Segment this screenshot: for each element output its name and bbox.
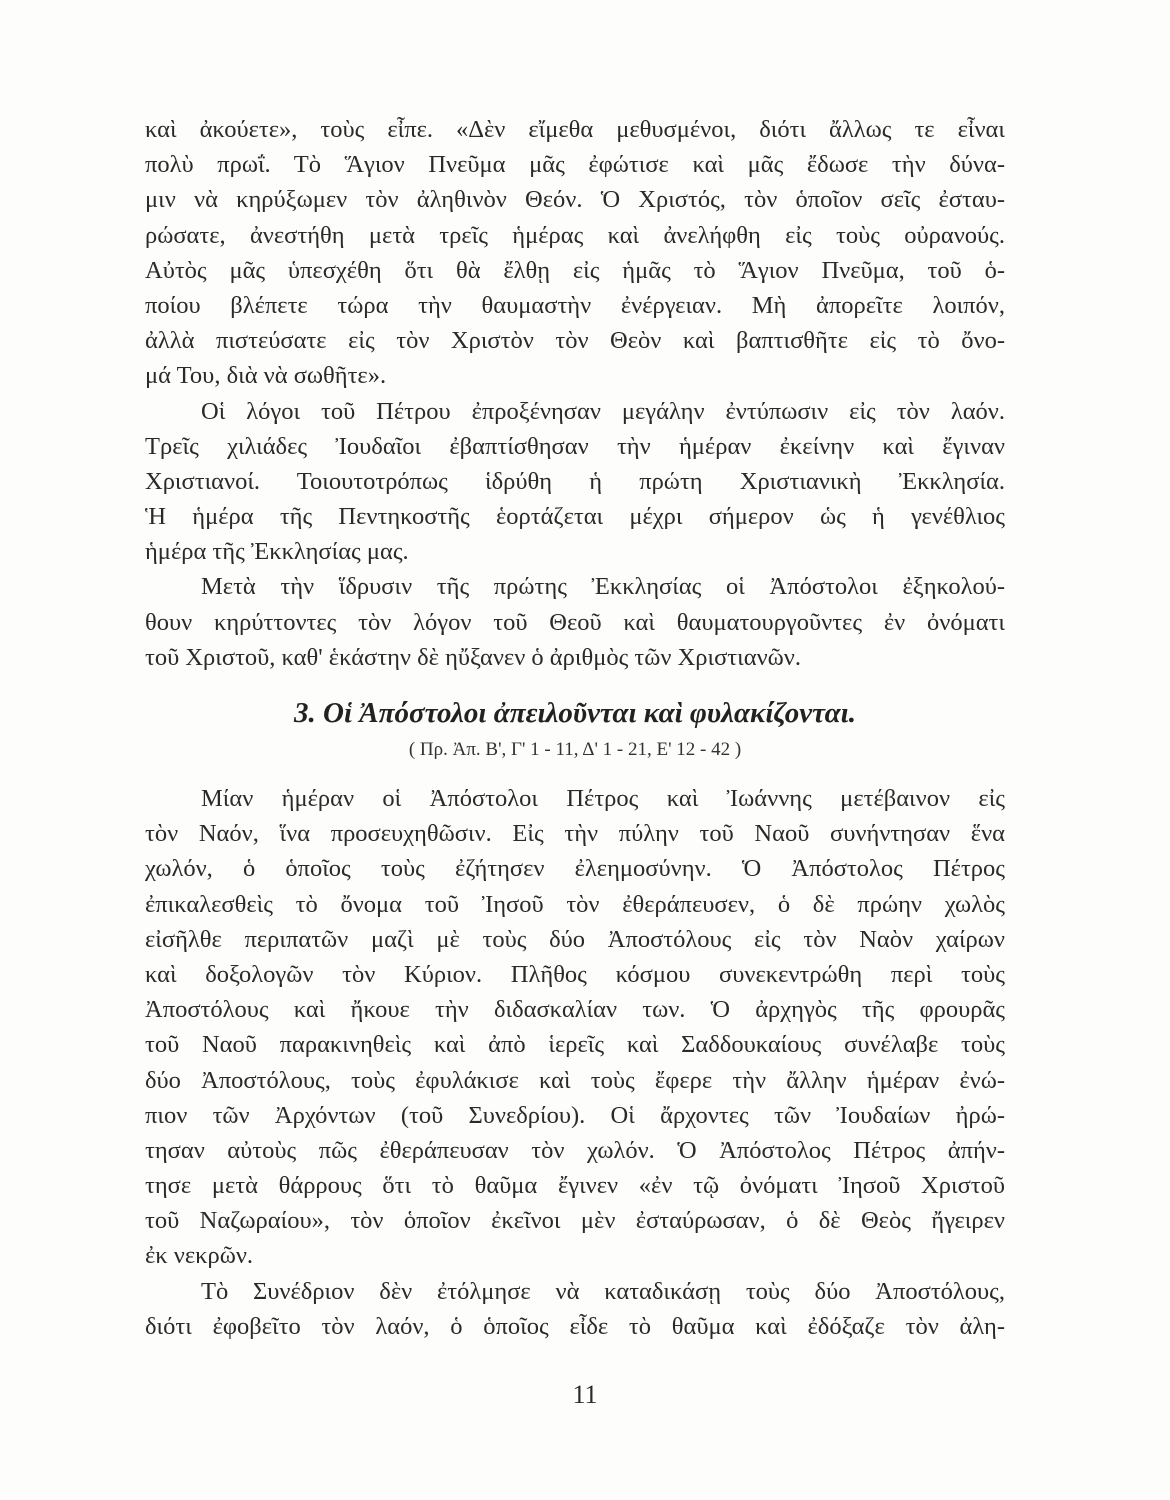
text-line: ρώσατε, ἀνεστήθη μετὰ τρεῖς ἡμέρας καὶ ἀνελήφθη εἰς τοὺς οὐρανούς.: [145, 221, 1005, 249]
paragraph: [145, 112, 1005, 394]
text-line: πιον τῶν Ἀρχόντων (τοῦ Συνεδρίου). Οἱ ἄρχοντες τῶν Ἰουδαίων ἠρώ-: [145, 1101, 1005, 1129]
text-line: μά Του, διὰ νὰ σωθῆτε».: [145, 362, 387, 390]
text-line: τησε μετὰ θάρρους ὅτι τὸ θαῦμα ἔγινεν «ἐν τῷ ὀνόματι Ἰησοῦ Χριστοῦ: [145, 1172, 1005, 1200]
page-number: 11: [572, 1380, 598, 1409]
text-line: Ἡ ἡμέρα τῆς Πεντηκοστῆς ἑορτάζεται μέχρι σήμερον ὡς ἡ γενέθλιος: [145, 503, 1005, 531]
text-line: τησαν αὐτοὺς πῶς ἐθεράπευσαν τὸν χωλόν. Ὁ Ἀπόστολος Πέτρος ἀπήν-: [145, 1136, 1005, 1164]
paragraph: [145, 394, 1005, 570]
text-line: Ἀποστόλους καὶ ἤκουε τὴν διδασκαλίαν των. Ὁ ἀρχηγὸς τῆς φρουρᾶς: [145, 996, 1005, 1024]
text-line: καὶ δοξολογῶν τὸν Κύριον. Πλῆθος κόσμου συνεκεντρώθη περὶ τοὺς: [145, 960, 1005, 988]
text-line: τοῦ Ναοῦ παρακινηθεὶς καὶ ἀπὸ ἱερεῖς καὶ Σαδδουκαίους συνέλαβε τοὺς: [145, 1031, 1005, 1059]
text-line: Μίαν ἡμέραν οἱ Ἀπόστολοι Πέτρος καὶ Ἰωάννης μετέβαινον εἰς: [201, 785, 1005, 812]
text-line: τοῦ Ναζωραίου», τὸν ὁποῖον ἐκεῖνοι μὲν ἐσταύρωσαν, ὁ δὲ Θεὸς ἤγειρεν: [145, 1207, 1005, 1235]
text-line: τὸν Ναόν, ἵνα προσευχηθῶσιν. Εἰς τὴν πύλην τοῦ Ναοῦ συνήντησαν ἕνα: [145, 820, 1005, 848]
paragraph: [145, 569, 1005, 675]
page-body: [145, 112, 1005, 1344]
text-line: θουν κηρύττοντες τὸν λόγον τοῦ Θεοῦ καὶ θαυματουργοῦντες ἐν ὀνόματι: [145, 608, 1005, 636]
text-line: διότι ἐφοβεῖτο τὸν λαόν, ὁ ὁποῖος εἶδε τὸ θαῦμα καὶ ἐδόξαζε τὸν ἀλη-: [145, 1312, 1005, 1340]
text-line: χωλόν, ὁ ὁποῖος τοὺς ἐζήτησεν ἐλεημοσύνην. Ὁ Ἀπόστολος Πέτρος: [145, 855, 1005, 883]
text-line: ἐκ νεκρῶν.: [145, 1242, 254, 1270]
text-line: ἡμέρα τῆς Ἐκκλησίας μας.: [145, 538, 409, 566]
paragraph: [145, 1274, 1005, 1344]
text-line: Χριστιανοί. Τοιουτοτρόπως ἱδρύθη ἡ πρώτη Χριστιανικὴ Ἐκκλησία.: [145, 467, 1005, 495]
text-line: πολὺ πρωΐ. Τὸ Ἅγιον Πνεῦμα μᾶς ἐφώτισε καὶ μᾶς ἔδωσε τὴν δύνα-: [145, 151, 1005, 179]
text-line: ἀλλὰ πιστεύσατε εἰς τὸν Χριστὸν τὸν Θεὸν καὶ βαπτισθῆτε εἰς τὸ ὄνο-: [145, 327, 1005, 355]
text-line: τοῦ Χριστοῦ, καθ' ἑκάστην δὲ ηὔξανεν ὁ ἀριθμὸς τῶν Χριστιανῶν.: [145, 643, 801, 671]
text-line: Μετὰ τὴν ἵδρυσιν τῆς πρώτης Ἐκκλησίας οἱ Ἀπόστολοι ἐξηκολού-: [201, 573, 1005, 601]
text-line: ἐπικαλεσθεὶς τὸ ὄνομα τοῦ Ἰησοῦ τὸν ἐθεράπευσεν, ὁ δὲ πρώην χωλὸς: [145, 890, 1005, 918]
text-line: Τὸ Συνέδριον δὲν ἐτόλμησε νὰ καταδικάσῃ τοὺς δύο Ἀποστόλους,: [201, 1277, 1005, 1305]
text-line: ποίου βλέπετε τώρα τὴν θαυμαστὴν ἐνέργειαν. Μὴ ἀπορεῖτε λοιπόν,: [145, 291, 1005, 319]
text-line: μιν νὰ κηρύξωμεν τὸν ἀληθινὸν Θεόν. Ὁ Χριστός, τὸν ὁποῖον σεῖς ἐσταυ-: [145, 186, 1005, 214]
scripture-reference: ( Πρ. Ἀπ. Β', Γ' 1 - 11, Δ' 1 - 21, Ε' 12 - 42 ): [408, 739, 742, 760]
section-heading: 3. Οἱ Ἀπόστολοι ἀπειλοῦνται καὶ φυλακίζονται.: [294, 697, 856, 729]
paragraph: [145, 781, 1005, 1274]
text-after-section: [145, 781, 1005, 1344]
text-line: Οἱ λόγοι τοῦ Πέτρου ἐπροξένησαν μεγάλην ἐντύπωσιν εἰς τὸν λαόν.: [201, 397, 1005, 425]
text-before-section: [145, 112, 1005, 675]
text-line: Τρεῖς χιλιάδες Ἰουδαῖοι ἐβαπτίσθησαν τὴν ἡμέραν ἐκείνην καὶ ἔγιναν: [145, 432, 1005, 460]
text-line: Αὐτὸς μᾶς ὑπεσχέθη ὅτι θὰ ἔλθῃ εἰς ἡμᾶς τὸ Ἅγιον Πνεῦμα, τοῦ ὁ-: [145, 256, 1005, 284]
text-line: καὶ ἀκούετε», τοὺς εἶπε. «Δὲν εἴμεθα μεθυσμένοι, διότι ἄλλως τε εἶναι: [145, 116, 1005, 143]
text-line: δύο Ἀποστόλους, τοὺς ἐφυλάκισε καὶ τοὺς ἔφερε τὴν ἄλλην ἡμέραν ἐνώ-: [145, 1066, 1005, 1094]
text-line: εἰσῆλθε περιπατῶν μαζὶ μὲ τοὺς δύο Ἀποστόλους εἰς τὸν Ναὸν χαίρων: [145, 925, 1005, 953]
